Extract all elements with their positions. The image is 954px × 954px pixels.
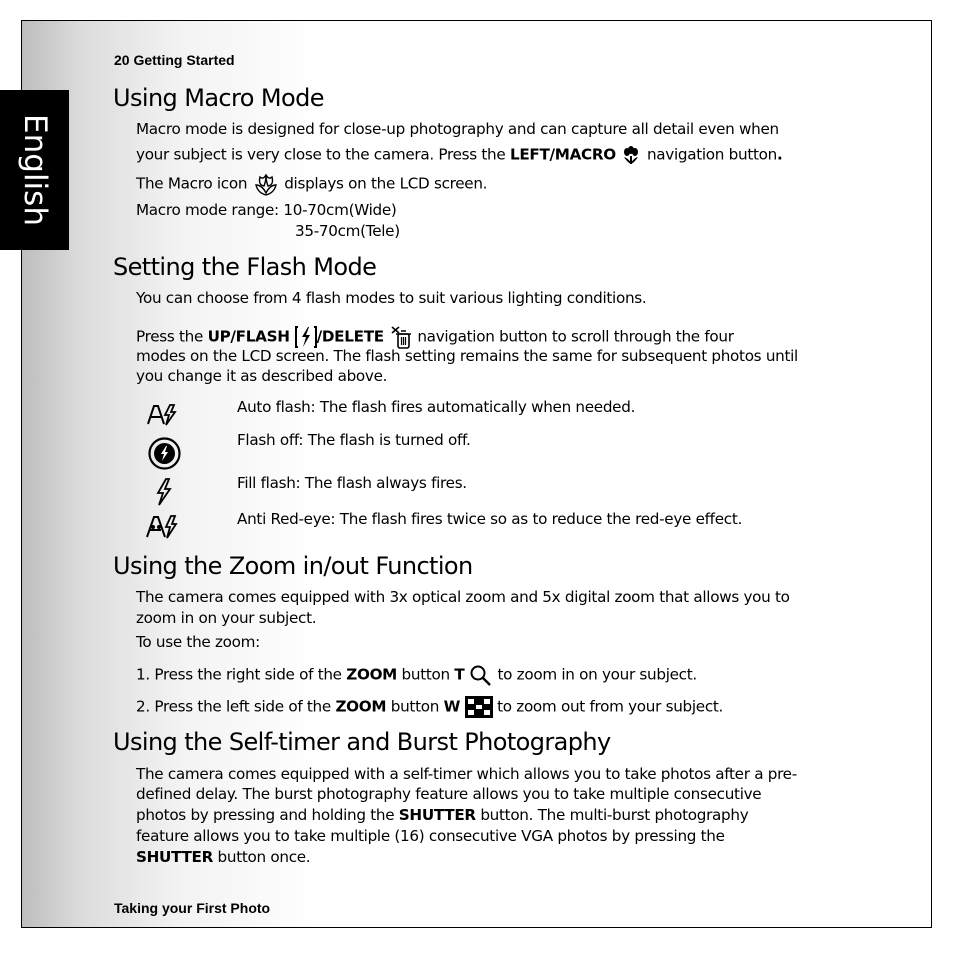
zoom-in-magnifier-icon xyxy=(469,664,493,686)
flash-press-line-3: you change it as described above. xyxy=(136,367,388,385)
language-tab xyxy=(0,90,69,250)
flash-mode-redeye-text: Anti Red-eye: The flash fires twice so as to reduce the red-eye effect. xyxy=(237,510,743,528)
flash-mode-off-text: Flash off: The flash is turned off. xyxy=(237,431,471,449)
zoom-line-3: To use the zoom: xyxy=(136,633,260,651)
flash-off-icon xyxy=(148,437,181,470)
flash-press-line-2: modes on the LCD screen. The flash setting remains the same for subsequent photos until xyxy=(136,347,798,365)
macro-flower-outline-icon xyxy=(252,171,280,197)
flash-mode-auto-text: Auto flash: The flash fires automatically when needed. xyxy=(237,398,636,416)
macro-line-2: your subject is very close to the camera. Press the LEFT/MACRO navigation button. xyxy=(136,144,782,166)
timer-line-1: The camera comes equipped with a self-timer which allows you to take photos after a pre- xyxy=(136,765,797,783)
macro-flower-filled-icon xyxy=(620,144,642,166)
timer-heading: Using the Self-timer and Burst Photography xyxy=(113,728,611,756)
zoom-line-1: The camera comes equipped with 3x optical zoom and 5x digital zoom that allows you to xyxy=(136,588,790,606)
auto-flash-icon xyxy=(146,402,180,428)
macro-range-tele: 35-70cm(Tele) xyxy=(295,222,400,240)
page-footer: Taking your First Photo xyxy=(114,900,271,916)
red-eye-flash-icon xyxy=(145,513,181,540)
flash-intro: You can choose from 4 flash modes to suit various lighting conditions. xyxy=(136,289,647,307)
zoom-heading: Using the Zoom in/out Function xyxy=(113,552,473,580)
fill-flash-icon xyxy=(154,477,174,507)
zoom-out-thumbnail-icon xyxy=(465,696,493,718)
timer-line-3: photos by pressing and holding the SHUTTER button. The multi-burst photography xyxy=(136,806,749,824)
macro-line-3: The Macro icon displays on the LCD screen. xyxy=(136,171,487,197)
flash-bracket-icon xyxy=(295,325,317,349)
macro-line-1: Macro mode is designed for close-up photography and can capture all detail even when xyxy=(136,120,779,138)
macro-heading: Using Macro Mode xyxy=(113,84,324,112)
timer-line-4: feature allows you to take multiple (16) consecutive VGA photos by pressing the xyxy=(136,827,725,845)
macro-range-wide: Macro mode range: 10-70cm(Wide) xyxy=(136,201,397,219)
flash-heading: Setting the Flash Mode xyxy=(113,253,377,281)
timer-line-5: SHUTTER button once. xyxy=(136,848,311,866)
zoom-step-2: 2. Press the left side of the ZOOM button W to zoom out from your subject. xyxy=(136,696,723,718)
zoom-step-1: 1. Press the right side of the ZOOM button T to zoom in on your subject. xyxy=(136,664,697,686)
zoom-line-2: zoom in on your subject. xyxy=(136,609,317,627)
flash-mode-fill-text: Fill flash: The flash always fires. xyxy=(237,474,467,492)
page-header: 20 Getting Started xyxy=(114,52,235,68)
flash-press-line-1: Press the UP/FLASH /DELETE navigation button to scroll through the four xyxy=(136,324,734,350)
timer-line-2: defined delay. The burst photography feature allows you to take multiple consecutive xyxy=(136,785,762,803)
language-tab-label: English xyxy=(16,114,53,226)
